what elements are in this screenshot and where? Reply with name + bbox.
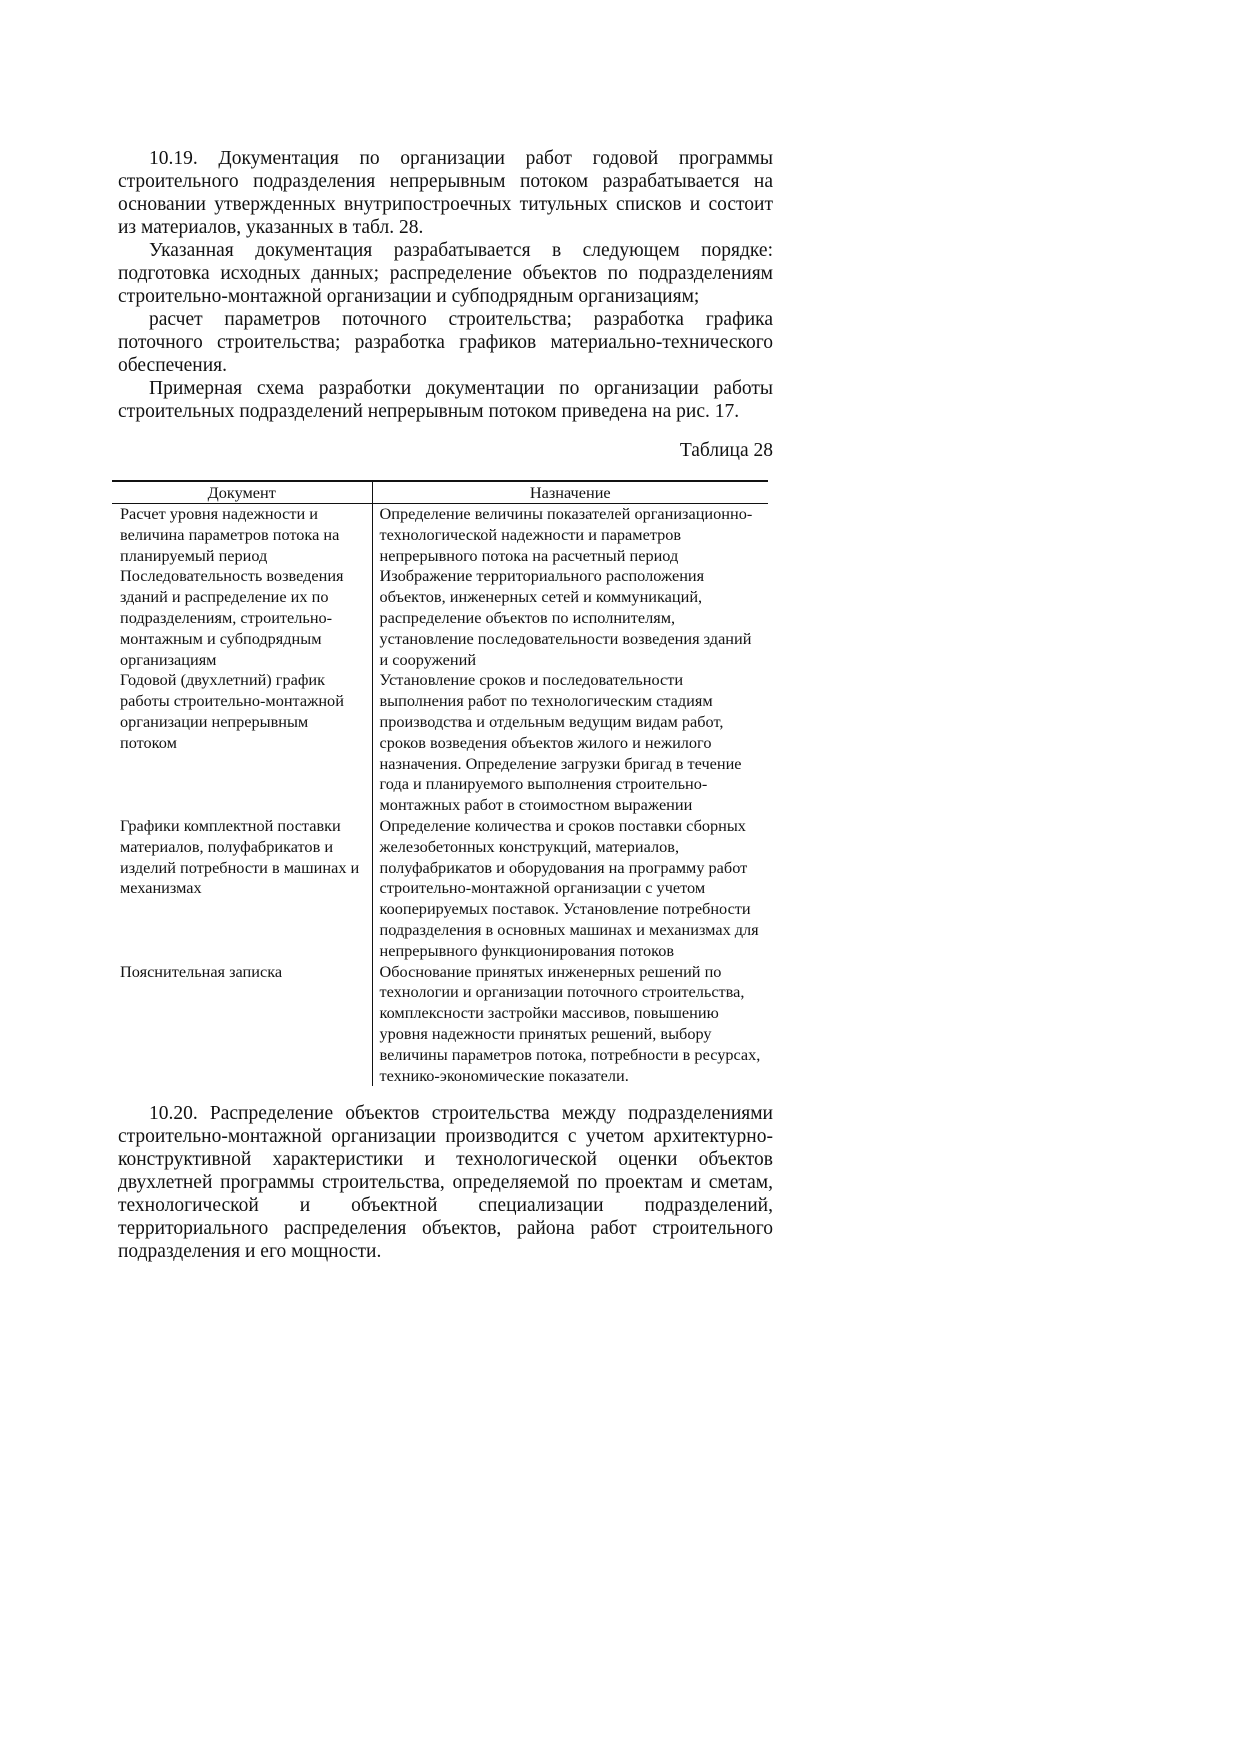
cell-purpose: Определение количества и сроков поставки сборных железобетонных конструкций, материалов, полуфабрикатов и оборудования на программу работ строительно-монтажной организации с учетом кооперируемых поставок. Установление потребности подразделения в основных машинах и механизмах для непрерывного функционирования потоков [372,816,768,962]
table-row [112,816,768,962]
cell-purpose: Обоснование принятых инженерных решений по технологии и организации поточного строительства, комплексности застройки массивов, повышению уровня надежности принятых решений, выбору величины параметров потока, потребности в ресурсах, технико-экономические показатели. [372,962,768,1087]
cell-document: Годовой (двухлетний) график работы строительно-монтажной организации непрерывным потоком [120,670,344,752]
document-page [118,147,773,1263]
paragraph-scheme-reference: Примерная схема разработки документации по организации работы строительных подразделений непрерывным потоком приведена на рис. 17. [118,378,773,422]
paragraph-10-19: 10.19. Документация по организации работ годовой программы строительного подразделения непрерывным потоком разрабатывается на основании утвержденных внутрипостроечных титульных списков и состоит из материалов, указанных в табл. 28. [118,148,773,238]
paragraph-10-20: 10.20. Распределение объектов строительства между подразделениями строительно-монтажной организации производится с учетом архитектурно-конструктивной характеристики и технологической оценки объектов двухлетней программы строительства, определяемой по проектам и сметам, технологической и объектной специализации подразделений, территориального распределения объектов, района работ строительного подразделения и его мощности. [118,1103,773,1263]
cell-document: Пояснительная записка [120,961,283,981]
cell-document: Графики комплектной поставки материалов, полуфабрикатов и изделий потребности в машинах и механизмах [120,815,360,898]
cell-purpose: Установление сроков и последовательности выполнения работ по технологическим стадиям производства и отдельным ведущим видам работ, сроков возведения объектов жилого и нежилого назначения. Определение загрузки бригад в течение года и планируемого выполнения строительно-монтажных работ в стоимостном выражении [372,670,768,816]
table-row [112,504,768,567]
table-caption: Таблица 28 [679,440,773,461]
column-header-document: Документ [112,481,372,504]
table-row [112,962,768,1087]
documentation-table [112,480,768,1086]
cell-purpose: Изображение территориального расположения объектов, инженерных сетей и коммуникаций, распределение объектов по исполнителям, установление последовательности возведения зданий и сооружений [372,566,768,670]
table-header-row [112,481,768,504]
table-row [112,566,768,670]
cell-purpose: Определение величины показателей организационно-технологической надежности и параметров непрерывного потока на расчетный период [372,504,768,567]
column-header-purpose: Назначение [372,481,768,504]
cell-document: Последовательность возведения зданий и распределение их по подразделениям, строительно-монтажным и субподрядным организациям [120,566,344,669]
paragraph-order: Указанная документация разрабатывается в следующем порядке: подготовка исходных данных; распределение объектов по подразделениям строительно-монтажной организации и субподрядным организациям; [118,240,773,307]
paragraph-order-continued: расчет параметров поточного строительства; разработка графика поточного строительства; разработка графиков материально-технического обеспечения. [118,309,773,376]
table-row [112,670,768,816]
cell-document: Расчет уровня надежности и величина параметров потока на планируемый период [120,504,340,565]
